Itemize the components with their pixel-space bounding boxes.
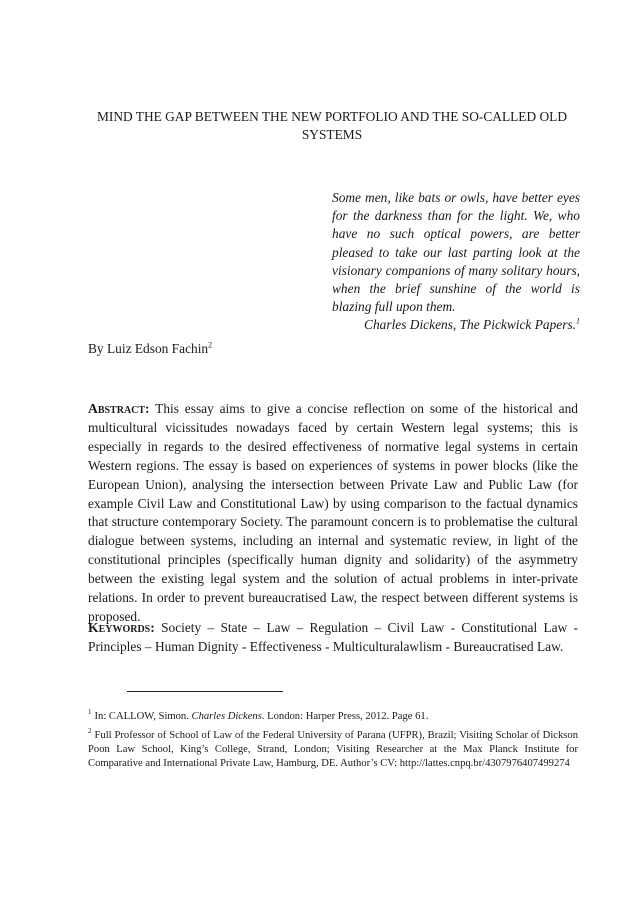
epigraph-attribution: Charles Dickens, The Pickwick Papers.$^1$ [364,316,580,333]
paper-title: MIND THE GAP BETWEEN THE NEW PORTFOLIO AND THE SO-CALLED OLD SYSTEMS [96,109,568,142]
epigraph-quote: Some men, like bats or owls, have better eyes for the darkness than for the light. We, who have no such optical powers, are better pleased to take our last parting look at the visionary companions of many solitary hours, when the brief sunshine of the world is blazing full upon them. [332,190,580,315]
keywords-section [88,619,578,657]
footnote-2-mark: 2 [88,727,92,736]
footnote-1-mark: 1 [88,708,92,717]
abstract-heading: Abstract: [88,401,150,416]
keywords-body: Society – State – Law – Regulation – Civil Law - Constitutional Law - Principles – Human Dignity - Effectiveness - Multiculturalawlism - Bureaucratised Law. [88,620,578,654]
footnote-ref-2[interactable]: 2 [208,340,213,350]
footnote-1-book-title: Charles Dickens [191,711,262,722]
footnote-ref-1[interactable]: 1 [576,316,580,326]
epigraph [332,189,580,335]
abstract-section [88,400,578,627]
footnote-2: $^2$ Full Professor of School of Law of the Federal University of Parana (UFPR), Brazil; Visiting Scholar of Dickson Poon Law School, King’s College, Strand, London; Visiting Researcher at the Max Planck Institute for Comparative and International Private Law, Hamburg, DE. Author’s CV: http://lattes.cnpq.br/4307976407499274 [88,727,578,769]
abstract-body: This essay aims to give a concise reflection on some of the historical and multicultural vicissitudes nowadays faced by certain Western legal systems; this is especially in regards to the desired effectiveness of normative legal systems in certain Western regions. The essay is based on experiences of systems in power blocks (like the European Union), analysing the intersection between Private Law and Public Law (for example Civil Law and Constitutional Law) by using comparison to the factual dynamics that structure contemporary Society. The paramount concern is to problematise the cultural dialogue between systems, including an internal and systematic review, in light of the constitutional principles (specifically human dignity and solidarity) of the asymmetry between the existing legal system and the solution of actual problems in inter-private relations. In order to prevent bureaucratised Law, the respect between different systems is proposed. [88,401,578,624]
author-byline: By Luiz Edson Fachin$^2$ [88,340,213,356]
footnote-1: $^1$ In: CALLOW, Simon. Charles Dickens. London: Harper Press, 2012. Page 61. [88,708,429,722]
keywords-heading: Keywords: [88,620,155,635]
footnote-divider [127,691,283,692]
